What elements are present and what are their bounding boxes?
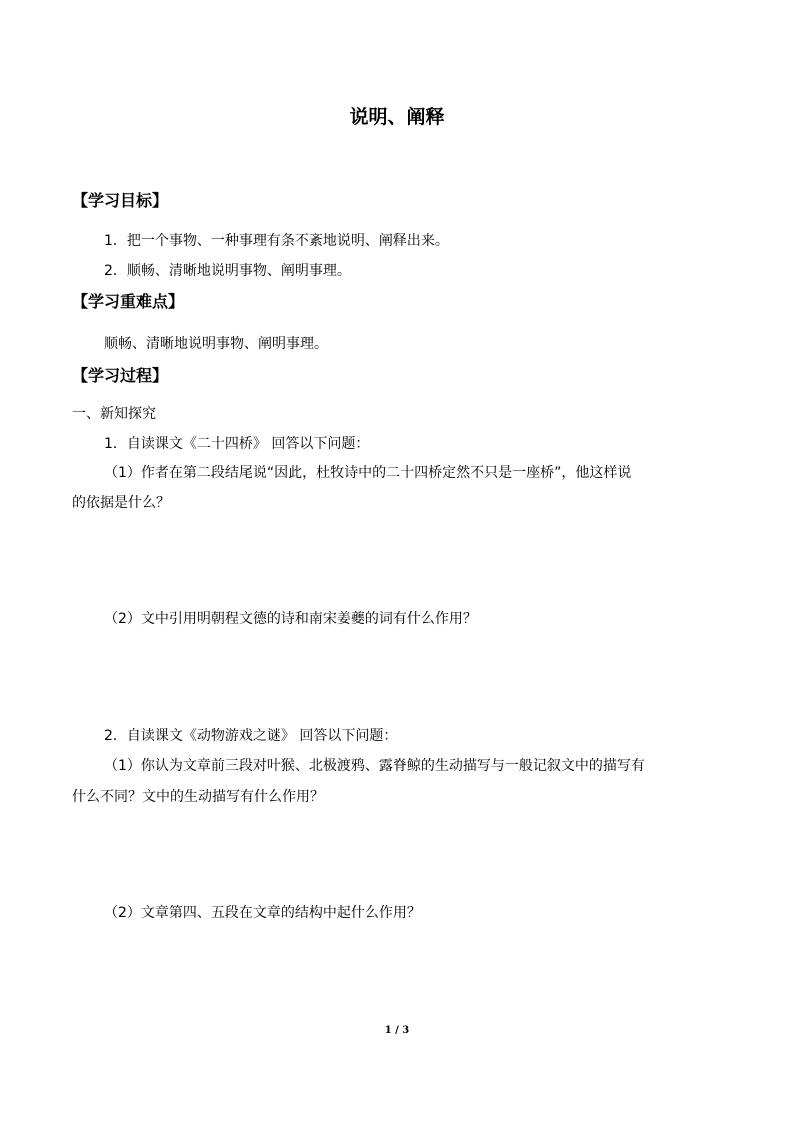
task1-question1-line1: （1）作者在第二段结尾说“因此，杜牧诗中的二十四桥定然不只是一座桥”，他这样说 <box>104 465 632 481</box>
part1-title: 一、新知探究 <box>72 406 156 422</box>
objective-item-2: 2．顺畅、清晰地说明事物、阐明事理。 <box>104 263 351 279</box>
task1-question2: （2）文中引用明朝程文德的诗和南宋姜夔的词有什么作用？ <box>104 611 477 627</box>
task2-question1-line1: （1）你认为文章前三段对叶猴、北极渡鸦、露脊鲸的生动描写与一般记叙文中的描写有 <box>104 758 645 774</box>
task1-question1-line2: 的依据是什么？ <box>72 495 170 511</box>
objectives-heading: 【学习目标】 <box>72 191 169 210</box>
task1-intro: 1．自读课文《二十四桥》 回答以下问题： <box>104 436 370 452</box>
key-points-text: 顺畅、清晰地说明事物、阐明事理。 <box>104 336 328 352</box>
page-title: 说明、阐释 <box>349 106 445 128</box>
objective-item-1: 1．把一个事物、一种事理有条不紊地说明、阐释出来。 <box>104 233 449 249</box>
page-number: 1 / 3 <box>384 1025 410 1036</box>
task2-intro: 2．自读课文《动物游戏之谜》 回答以下问题： <box>104 728 398 744</box>
task2-question1-line2: 什么不同？文中的生动描写有什么作用？ <box>72 789 324 805</box>
key-points-heading: 【学习重难点】 <box>72 292 185 311</box>
process-heading: 【学习过程】 <box>72 366 169 385</box>
task2-question2: （2）文章第四、五段在文章的结构中起什么作用？ <box>104 905 421 921</box>
